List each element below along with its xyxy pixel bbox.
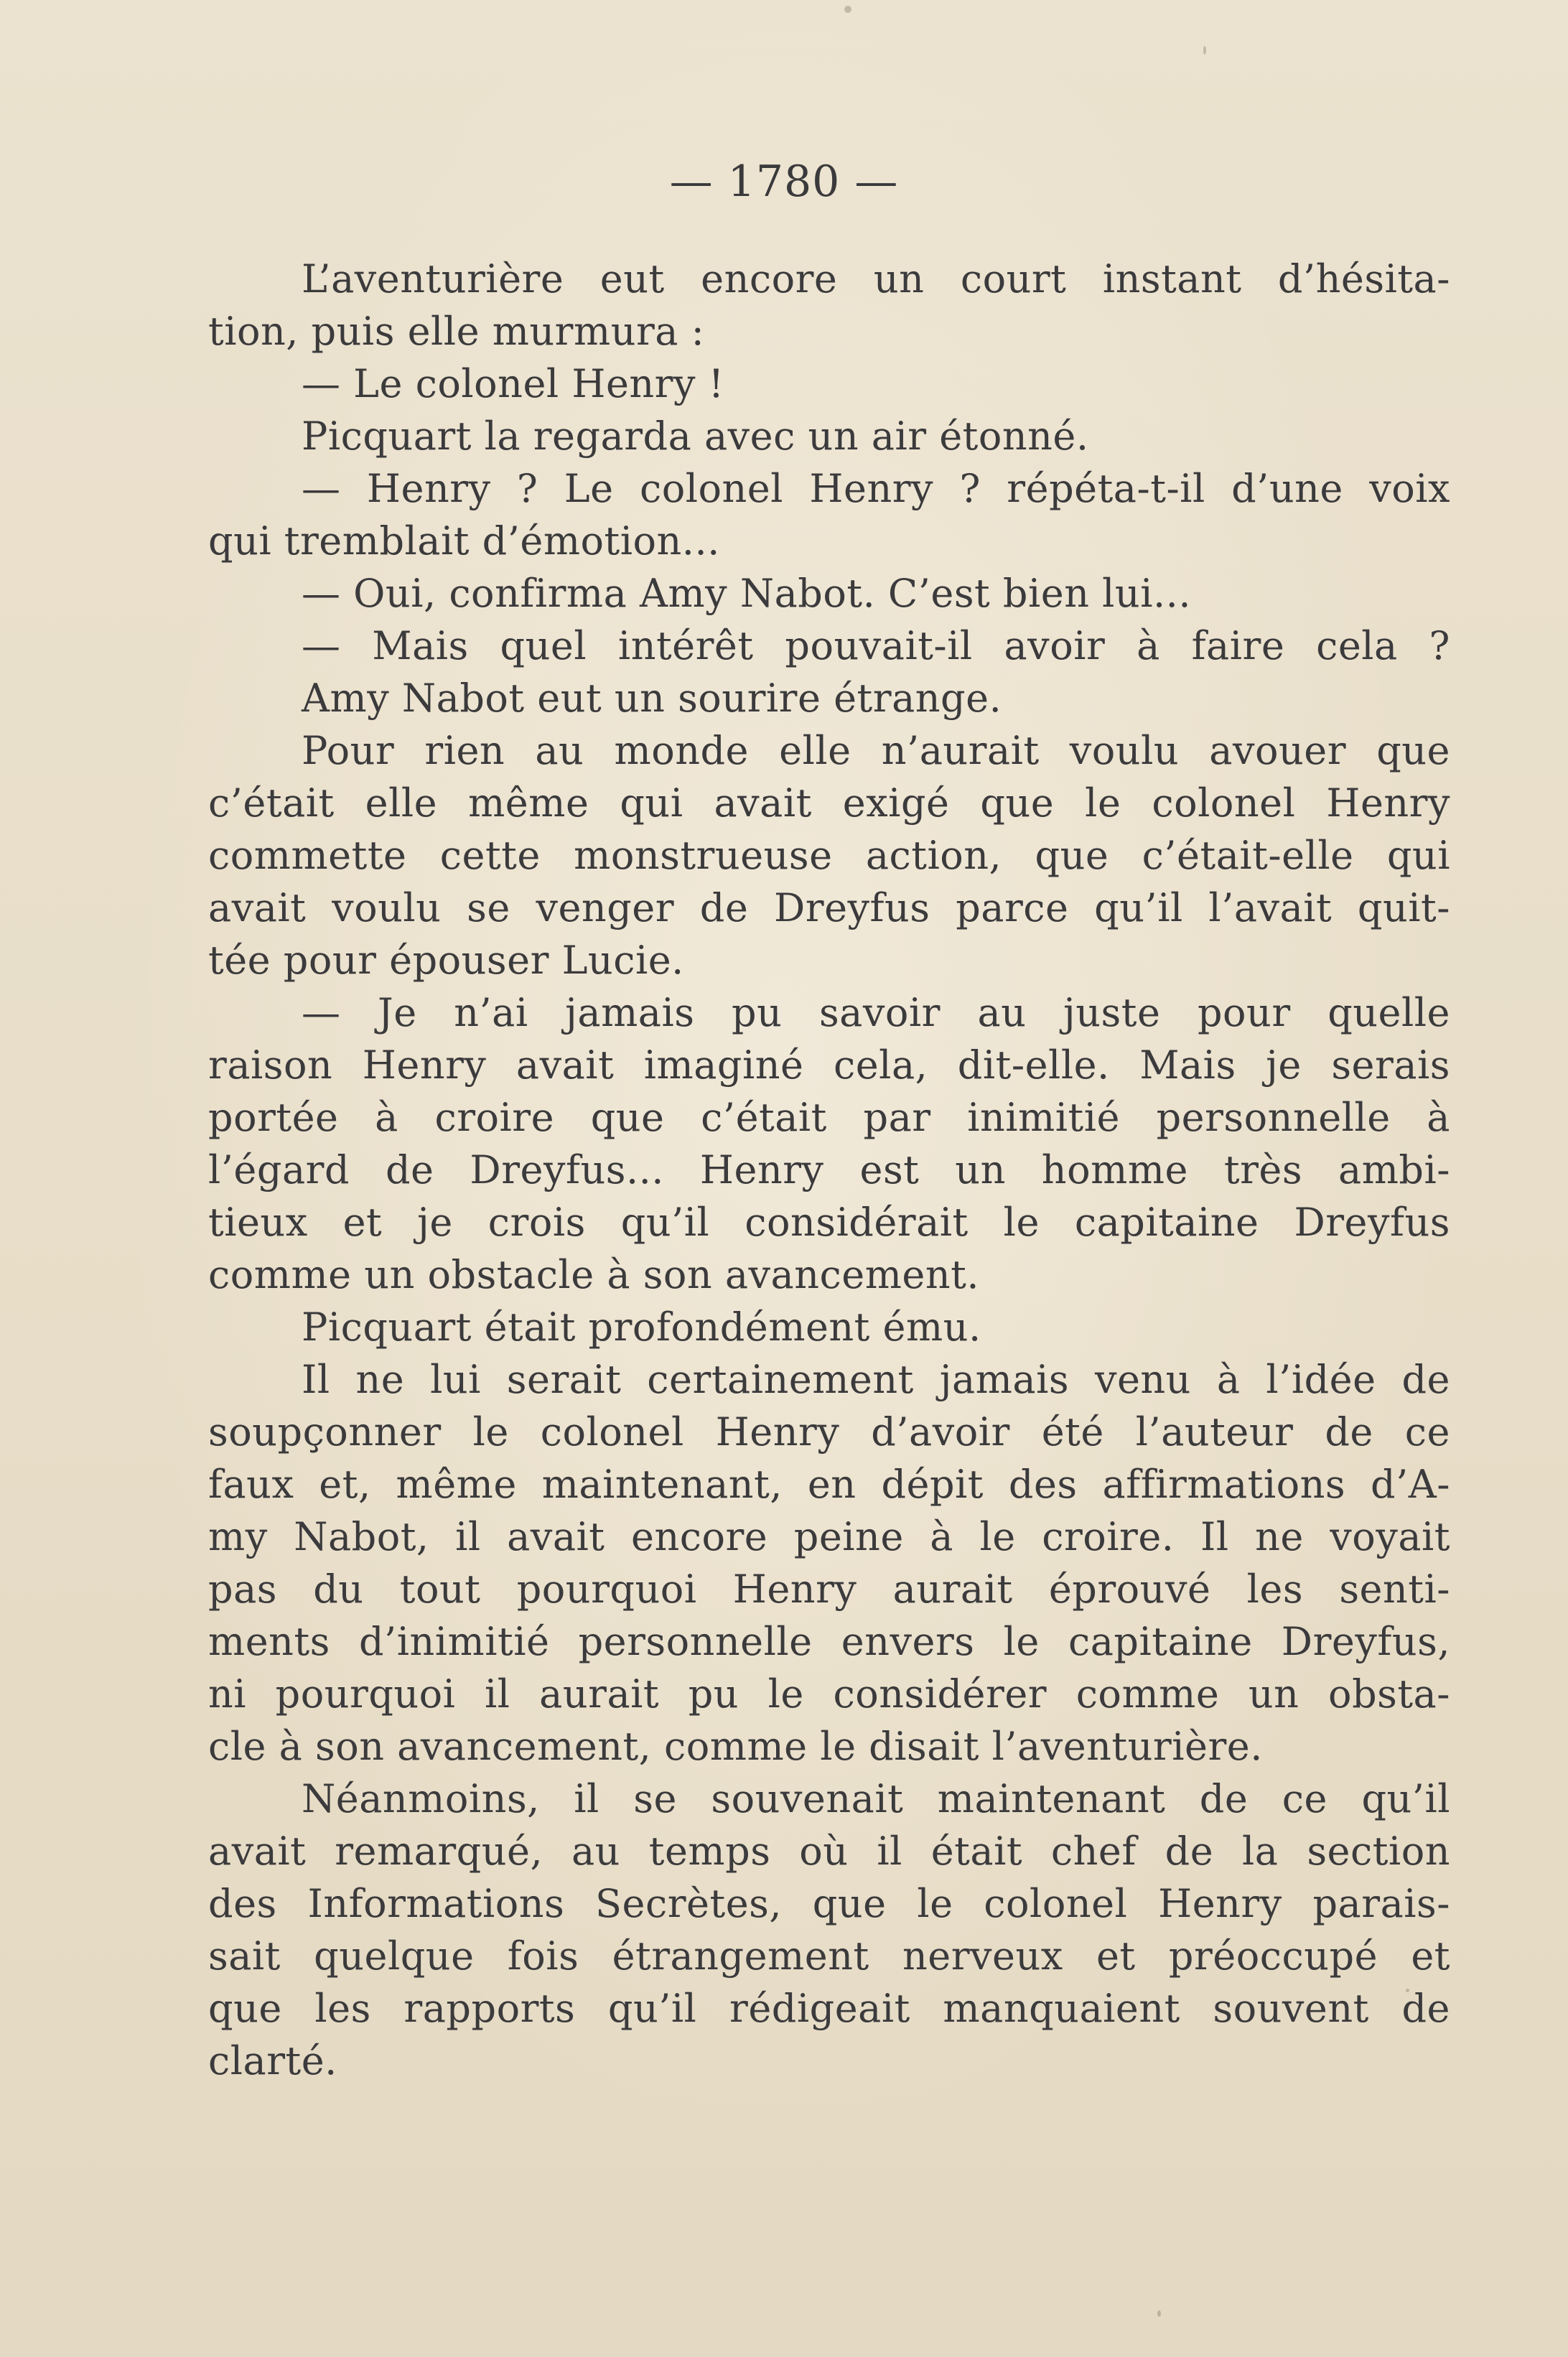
text-line: faux et, même maintenant, en dépit des affirmations d’A- [208,1462,1450,1507]
text-line: soupçonner le colonel Henry d’avoir été l’auteur de ce [208,1409,1450,1455]
paper-speck [1203,46,1206,55]
text-line: l’égard de Dreyfus... Henry est un homme très ambi- [208,1147,1450,1192]
paper-speck [844,6,851,13]
text-line: tion, puis elle murmura : [208,309,705,354]
text-line: — Je n’ai jamais pu savoir au juste pour quelle [302,990,1450,1035]
text-line: commette cette monstrueuse action, que c’était-elle qui [208,833,1450,878]
text-line: Picquart était profondément ému. [302,1304,981,1350]
text-line: Néanmoins, il se souvenait maintenant de ce qu’il [302,1776,1450,1821]
text-line: — Oui, confirma Amy Nabot. C’est bien lui... [302,571,1191,616]
paper-speck [1157,2310,1161,2317]
text-line: avait voulu se venger de Dreyfus parce qu’il l’avait quit- [208,885,1450,930]
text-line: tieux et je crois qu’il considérait le capitaine Dreyfus [208,1200,1450,1245]
text-line: Picquart la regarda avec un air étonné. [302,414,1089,459]
text-line: ments d’inimitié personnelle envers le capitaine Dreyfus, [208,1619,1450,1664]
text-line: Pour rien au monde elle n’aurait voulu avouer que [302,728,1450,773]
text-line: c’était elle même qui avait exigé que le colonel Henry [208,780,1450,826]
text-line: comme un obstacle à son avancement. [208,1252,980,1297]
text-line: Il ne lui serait certainement jamais venu à l’idée de [302,1357,1450,1402]
text-line: pas du tout pourquoi Henry aurait éprouvé les senti- [208,1567,1450,1612]
text-line: clarté. [208,2038,337,2083]
text-line: — Le colonel Henry ! [302,361,724,406]
text-line: my Nabot, il avait encore peine à le croire. Il ne voyait [208,1514,1450,1559]
text-line: sait quelque fois étrangement nerveux et préoccupé et [208,1933,1450,1979]
text-line: Amy Nabot eut un sourire étrange. [302,676,1002,721]
text-line: — Henry ? Le colonel Henry ? répéta-t-il d’une voix [302,466,1450,511]
text-line: cle à son avancement, comme le disait l’aventurière. [208,1724,1263,1769]
text-line: qui tremblait d’émotion... [208,518,720,564]
text-line: portée à croire que c’était par inimitié personnelle à [208,1095,1450,1140]
text-line: L’aventurière eut encore un court instant d’hésita- [302,256,1450,302]
text-line: avait remarqué, au temps où il était chef de la section [208,1829,1450,1874]
text-line: que les rapports qu’il rédigeait manquaient souvent de [208,1986,1450,2031]
text-line: des Informations Secrètes, que le colonel Henry parais- [208,1881,1450,1926]
page-number: — 1780 — [669,157,899,207]
text-line: ni pourquoi il aurait pu le considérer comme un obsta- [208,1671,1450,1717]
text-line: tée pour épouser Lucie. [208,938,684,983]
text-line: raison Henry avait imaginé cela, dit-elle. Mais je serais [208,1042,1450,1088]
text-line: — Mais quel intérêt pouvait-il avoir à faire cela ? [302,623,1450,668]
body-text [208,253,1450,2087]
